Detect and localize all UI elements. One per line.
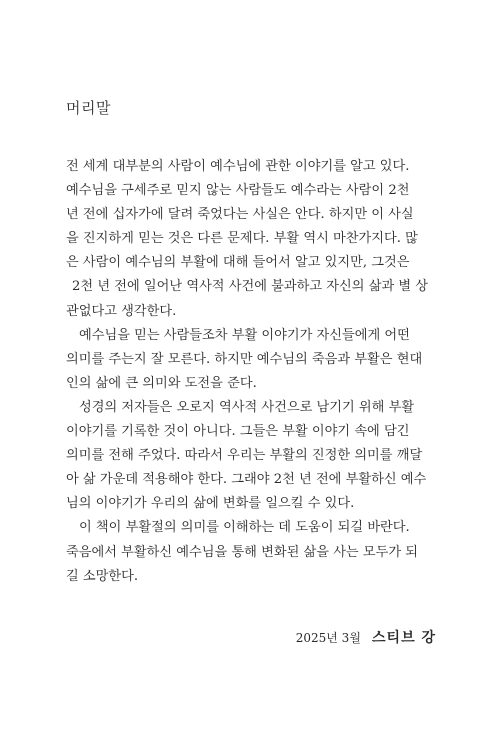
text-line: 의미를 전해 주었다. 따라서 우리는 부활의 진정한 의미를 깨달 [66, 448, 423, 464]
signature-author: 스티브 강 [372, 630, 436, 646]
text-line: 의미를 주는지 잘 모른다. 하지만 예수님의 죽음과 부활은 현대 [66, 351, 423, 367]
text-line: 인의 삶에 큰 의미와 도전을 준다. [66, 375, 257, 391]
text-line: 예수님을 믿는 사람들조차 부활 이야기가 자신들에게 어떤 [79, 327, 410, 343]
text-line: 성경의 저자들은 오로지 역사적 사건으로 남기기 위해 부활 [79, 399, 415, 415]
text-line: 은 사람이 예수님의 부활에 대해 들어서 알고 있지만, 그것은 [66, 255, 410, 271]
preface-body [66, 155, 438, 589]
text-line: 을 진지하게 믿는 것은 다른 문제다. 부활 역시 마찬가지다. 많 [66, 231, 418, 247]
text-line: 죽음에서 부활하신 예수님을 통해 변화된 삶을 사는 모두가 되 [66, 544, 419, 560]
text-line: 년 전에 십자가에 달려 죽었다는 사실은 안다. 하지만 이 사실 [66, 207, 414, 223]
signature [296, 627, 436, 647]
text-line: 관없다고 생각한다. [66, 303, 177, 319]
text-line: 아 삶 가운데 적용해야 한다. 그래야 2천 년 전에 부활하신 예수 [66, 472, 427, 488]
text-line: 길 소망한다. [66, 568, 139, 584]
text-line: 이야기를 기록한 것이 아니다. 그들은 부활 이야기 속에 담긴 [66, 424, 410, 440]
page-title: 머리말 [66, 99, 111, 117]
text-line: 2천 년 전에 일어난 역사적 사건에 불과하고 자신의 삶과 별 상 [72, 279, 429, 295]
text-line: 전 세계 대부분의 사람이 예수님에 관한 이야기를 알고 있다. [66, 159, 410, 174]
signature-date: 2025년 3월 [295, 631, 361, 645]
text-line: 예수님을 구세주로 믿지 않는 사람들도 예수라는 사람이 2천 [66, 183, 410, 199]
text-line: 이 책이 부활절의 의미를 이해하는 데 도움이 되길 바란다. [79, 520, 410, 536]
text-line: 님의 이야기가 우리의 삶에 변화를 일으킬 수 있다. [66, 496, 355, 512]
